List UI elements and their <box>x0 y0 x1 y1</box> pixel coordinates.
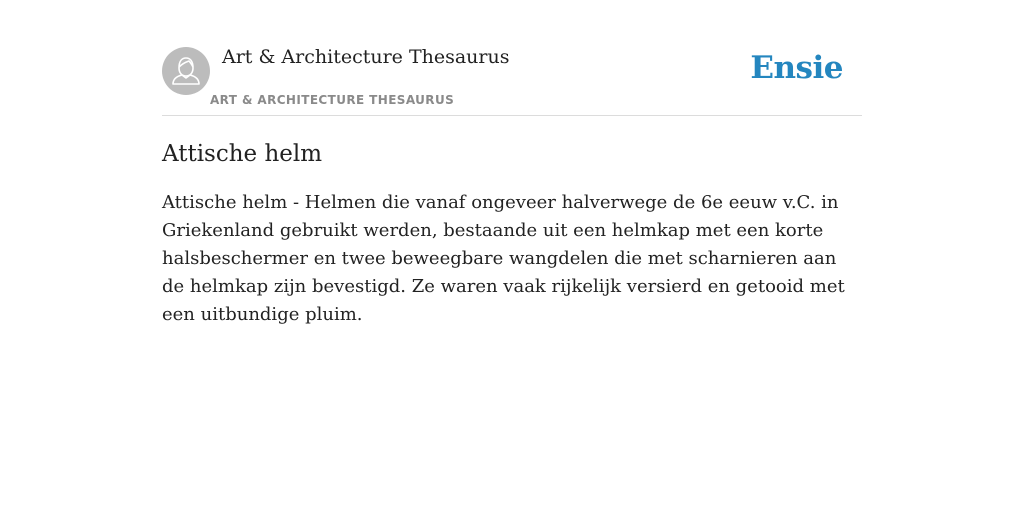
user-icon <box>162 47 210 95</box>
entry-card <box>162 40 862 329</box>
author-name[interactable]: Art & Architecture Thesaurus <box>222 46 510 68</box>
entry-title: Attische helm <box>162 141 323 167</box>
author-subtitle[interactable]: ART & ARCHITECTURE THESAURUS <box>210 93 455 107</box>
entry-header <box>162 40 862 116</box>
brand-logo[interactable]: Ensie <box>750 50 843 86</box>
author-avatar[interactable] <box>162 47 210 95</box>
entry-definition: Attische helm - Helmen die vanaf ongeveer halverwege de 6e eeuw v.C. in Griekenland gebruikt werden, bestaande uit een helmkap met een korte halsbeschermer en twee beweegbare wangdelen die met scharnieren aan de helmkap zijn bevestigd. Ze waren vaak rijkelijk versierd en getooid met een uitbundige pluim. <box>162 192 845 325</box>
